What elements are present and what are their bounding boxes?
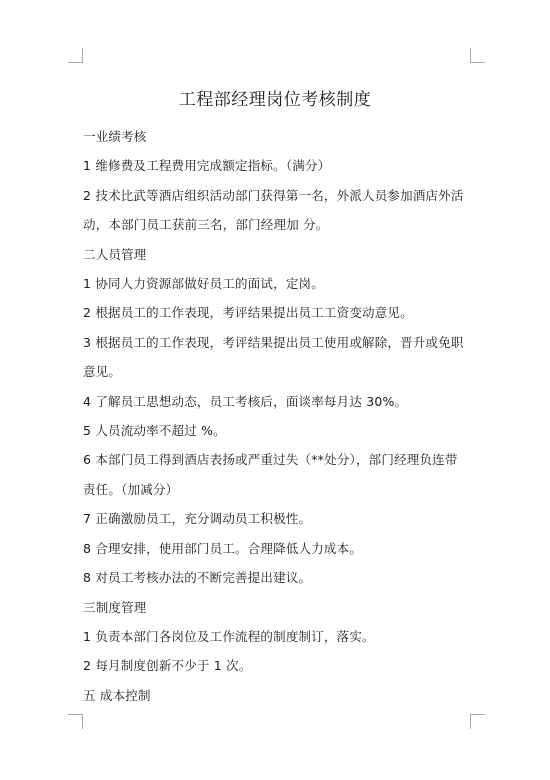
body-line: 6 本部门员工得到酒店表扬或严重过失（**处分），部门经理负连带 <box>83 452 458 468</box>
body-line: 2 技术比武等酒店组织活动部门获得第一名，外派人员参加酒店外活 <box>83 187 464 203</box>
body-line: 3 根据员工的工作表现，考评结果提出员工使用或解除，晋升或免职 <box>83 334 464 350</box>
document-body <box>83 122 475 710</box>
document-title: 工程部经理岗位考核制度 <box>178 90 372 110</box>
body-line: 5 人员流动率不超过 %。 <box>83 423 226 439</box>
crop-mark-bottom-left <box>68 714 83 729</box>
section-heading-cost-control: 五 成本控制 <box>83 687 151 703</box>
body-line: 责任。（加减分） <box>83 481 179 497</box>
section-heading-policy: 三制度管理 <box>83 599 147 615</box>
crop-mark-top-left <box>68 48 83 63</box>
body-line: 1 负责本部门各岗位及工作流程的制度制订，落实。 <box>83 628 375 644</box>
body-line: 动，本部门员工获前三名，部门经理加 分。 <box>83 217 329 233</box>
body-line: 1 维修费及工程费用完成额定指标。（满分） <box>83 158 331 174</box>
body-line: 2 每月制度创新不少于 1 次。 <box>83 658 252 674</box>
body-line: 8 合理安排，使用部门员工。合理降低人力成本。 <box>83 540 363 556</box>
section-heading-performance: 一业绩考核 <box>83 129 147 144</box>
body-line: 7 正确激励员工，充分调动员工积极性。 <box>83 511 312 527</box>
crop-mark-bottom-right <box>470 714 485 729</box>
section-heading-personnel: 二人员管理 <box>83 246 147 262</box>
body-line: 意见。 <box>83 364 122 380</box>
crop-mark-top-right <box>470 48 485 63</box>
body-line: 1 协同人力资源部做好员工的面试，定岗。 <box>83 276 324 292</box>
body-line: 2 根据员工的工作表现，考评结果提出员工工资变动意见。 <box>83 305 413 321</box>
body-line: 8 对员工考核办法的不断完善提出建议。 <box>83 570 312 586</box>
body-line: 4 了解员工思想动态，员工考核后，面谈率每月达 30%。 <box>83 393 408 409</box>
